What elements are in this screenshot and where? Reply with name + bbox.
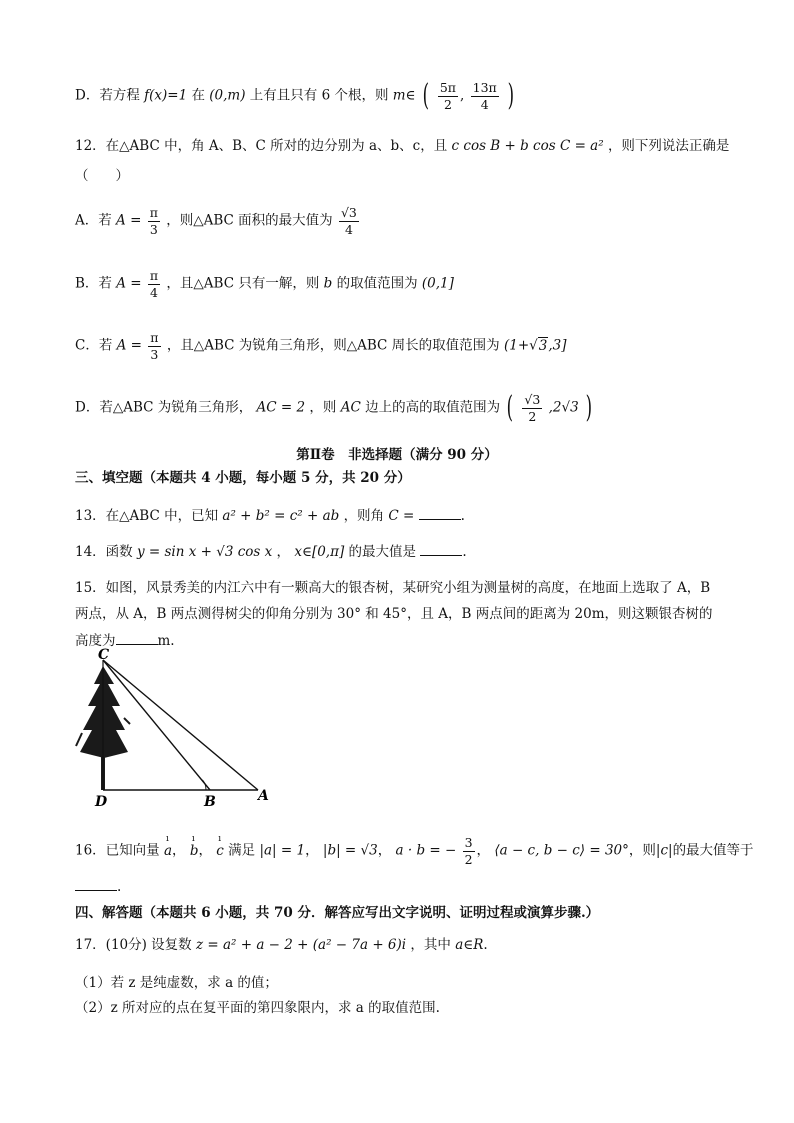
q13-text: ，则角 <box>343 508 385 524</box>
label-a: A <box>258 788 269 804</box>
right-paren: ) <box>585 390 593 426</box>
q16: 16．已知向量 ı a， ı b， ı c 满足 |a| = 1， |b| = √3， a · b = − $\frac{3}{2}$ ， ⟨a − c, b − c⟩ = 30°，则|c|的最大值等于 <box>75 833 754 867</box>
q16-text: 16．已知向量 <box>75 842 160 859</box>
option-equation: A = <box>116 337 142 354</box>
fraction <box>339 205 359 237</box>
q11-option-d: D．若方程 f(x)=1 在 (0,m) 上有且只有 6 个根，则 m∈ ( $\frac{5\pi}{2}$ , $\frac{13\pi}{4}$ ) <box>75 78 515 114</box>
q17 <box>75 937 488 953</box>
line-ca <box>103 660 258 790</box>
option-label: D．若△ABC 为锐角三角形， <box>75 399 253 416</box>
q14-text: ， <box>276 544 291 560</box>
vector-a-letter: a <box>163 842 173 859</box>
fraction-numerator: π <box>149 205 158 220</box>
option-range: (0,1] <box>421 275 454 292</box>
q12-stem-text: 12．在△ABC 中，角 A、B、C 所对的边分别为 a、b、c，且 <box>75 138 448 154</box>
option-label: C．若 <box>75 337 113 354</box>
q17-text: 17．(10分) 设复数 <box>75 937 192 953</box>
option-range-end: ,2√3 <box>548 399 579 416</box>
fraction-numerator: 13π <box>472 80 497 95</box>
right-paren: ) <box>507 78 515 114</box>
section-2-title: 第Ⅱ卷 非选择题（满分 90 分） <box>296 447 498 463</box>
fraction-numerator: π <box>150 330 159 345</box>
q12-stem-equation: c cos B + b cos C = a² <box>451 138 604 154</box>
label-b: B <box>204 794 216 810</box>
answer-blank[interactable] <box>420 543 462 556</box>
q12-option-d <box>75 392 595 424</box>
label-d: D <box>95 794 108 810</box>
option-variable: b <box>323 275 333 292</box>
left-paren: ( <box>507 390 514 426</box>
q14-text: 的最大值是 <box>348 544 417 560</box>
label-c: C <box>98 648 110 663</box>
range-end: ,3] <box>548 337 567 354</box>
option-variable: AC <box>340 399 361 416</box>
q16-text: 的最大值等于 <box>672 842 754 859</box>
q12-option-b <box>75 268 454 300</box>
fraction-denominator: 3 <box>149 221 158 237</box>
answer-blank[interactable] <box>75 878 117 891</box>
option-text: ，则 <box>309 399 337 416</box>
q13-text: 13．在△ABC 中，已知 <box>75 508 219 524</box>
vector-c-letter: c <box>216 842 224 859</box>
q17-condition: a∈R <box>455 937 484 953</box>
q16-answer-line <box>75 878 121 895</box>
radicand: 3 <box>538 337 548 354</box>
q12-stem-tail: ，则下列说法正确是 <box>607 138 730 154</box>
option-text: ，且△ABC 为锐角三角形，则△ABC 周长的取值范围为 <box>166 337 500 354</box>
option-equation: A = <box>116 212 142 229</box>
fraction-denominator: 4 <box>344 221 353 237</box>
fraction <box>148 268 160 300</box>
q16-condition: |b| = √3 <box>322 842 378 859</box>
q14 <box>75 543 467 560</box>
sqrt: √3 <box>529 337 548 354</box>
q14-domain: x∈[0,π] <box>294 544 345 560</box>
vector-a: ı a <box>163 833 173 859</box>
fraction <box>471 80 499 112</box>
option-label: B．若 <box>75 275 112 292</box>
q11d-text: 上有且只有 6 个根，则 <box>249 87 389 104</box>
q16-magnitude: |c| <box>655 842 673 859</box>
q11d-interval: (0,m) <box>209 87 246 104</box>
option-text: 的取值范围为 <box>336 275 418 292</box>
answer-blank[interactable] <box>419 507 461 520</box>
q15-unit: m. <box>157 633 175 649</box>
q15-line-1: 15．如图，风景秀美的内江六中有一颗高大的银杏树，某研究小组为测量树的高度，在地面上选取了 A，B <box>75 580 711 596</box>
q12-option-a <box>75 205 361 237</box>
q12-stem <box>75 138 729 154</box>
q16-end: . <box>117 879 122 895</box>
q12-option-c <box>75 330 567 362</box>
option-range <box>504 337 567 354</box>
q11d-m-in: m∈ <box>392 87 416 104</box>
q14-end: . <box>462 544 467 560</box>
q16-text: ，则 <box>628 842 656 859</box>
section-4-title: 四、解答题（本题共 6 小题，共 70 分．解答应写出文字说明、证明过程或演算步骤.） <box>75 905 600 921</box>
option-text: ，则△ABC 面积的最大值为 <box>166 212 333 229</box>
q15-line-2: 两点，从 A，B 两点测得树尖的仰角分别为 30° 和 45°，且 A，B 两点间的距离为 20m，则这颗银杏树的 <box>75 606 713 622</box>
fraction-denominator: 2 <box>464 851 473 867</box>
answer-blank-paren: （ ） <box>75 168 129 184</box>
fraction <box>438 80 458 112</box>
fraction <box>463 835 475 867</box>
range-start: (1+ <box>503 337 530 354</box>
q13-end: . <box>460 508 465 524</box>
q17-end: . <box>483 937 488 953</box>
fraction-denominator: 4 <box>150 284 158 300</box>
q16-condition: |a| = 1 <box>259 842 306 859</box>
fraction-numerator: π <box>149 268 159 283</box>
q14-equation: y = sin x + √3 cos x <box>136 544 273 560</box>
q13-equation: a² + b² = c² + ab <box>222 508 340 524</box>
fraction <box>148 205 160 237</box>
fraction-numerator: √3 <box>340 205 357 220</box>
q14-text: 14．函数 <box>75 544 133 560</box>
vector-b-letter: b <box>189 842 199 859</box>
q15-line-3 <box>75 632 175 649</box>
left-paren: ( <box>422 78 429 114</box>
q12-answer-paren <box>75 168 129 184</box>
fraction-numerator: 5π <box>439 80 457 95</box>
vector-c: ı c <box>216 833 224 859</box>
q13 <box>75 507 465 524</box>
q17-part-1: （1）若 z 是纯虚数，求 a 的值； <box>75 975 278 991</box>
fraction-denominator: 2 <box>528 408 537 424</box>
vector-b: ı b <box>189 833 199 859</box>
section-3-title: 三、填空题（本题共 4 小题，每小题 5 分，共 20 分） <box>75 470 411 486</box>
q11d-mid: 在 <box>191 87 205 104</box>
q16-condition: a · b = − <box>395 842 457 859</box>
fraction-denominator: 3 <box>150 346 159 362</box>
q17-equation: z = a² + a − 2 + (a² − 7a + 6)i <box>195 937 407 953</box>
q15-text: 高度为 <box>75 633 116 649</box>
fraction <box>522 392 542 424</box>
q16-text: 满足 <box>228 842 256 859</box>
tree-triangle-figure <box>70 648 285 810</box>
option-text: 边上的高的取值范围为 <box>365 399 501 416</box>
fraction-numerator: √3 <box>524 392 541 407</box>
q17-part-2: （2）z 所对应的点在复平面的第四象限内，求 a 的取值范围. <box>75 1000 440 1016</box>
fraction-denominator: 2 <box>443 96 452 112</box>
q16-condition: ⟨a − c, b − c⟩ = 30° <box>494 842 629 859</box>
fraction <box>148 330 160 362</box>
option-equation: A = <box>116 275 142 292</box>
q11d-equation: f(x)=1 <box>144 87 188 104</box>
answer-blank[interactable] <box>116 632 158 645</box>
option-equation: AC = 2 <box>256 399 306 416</box>
q13-variable: C = <box>388 508 415 524</box>
q11d-label: D．若方程 <box>75 87 140 104</box>
fraction-denominator: 4 <box>480 96 489 112</box>
option-label: A．若 <box>75 212 112 229</box>
option-text: ，且△ABC 只有一解，则 <box>166 275 320 292</box>
fraction-numerator: 3 <box>464 835 473 850</box>
q17-text: ，其中 <box>410 937 451 953</box>
